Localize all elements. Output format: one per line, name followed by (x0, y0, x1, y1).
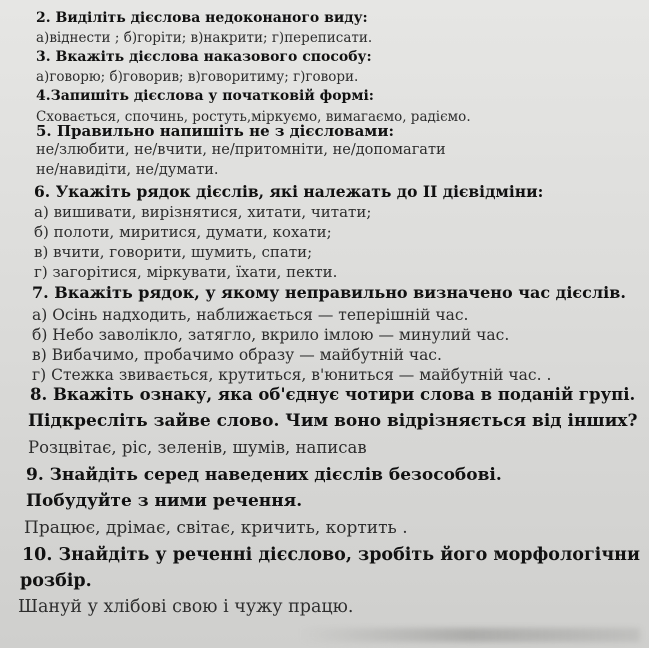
question-10-line-2: розбір. (20, 571, 92, 591)
sentence-10: Шануй у хлібові свою і чужу працю. (18, 597, 354, 617)
blurred-text-area (300, 628, 640, 642)
answers-3: а)говорю; б)говорив; в)говоритиму; г)говори. (36, 69, 359, 85)
question-4: 4.Запишіть дієслова у початковій формі: (36, 88, 374, 104)
answer-7-a: а) Осінь надходить, наближається — теперішній час. (32, 306, 469, 324)
answer-6-d: г) загорітися, міркувати, їхати, пекти. (34, 263, 338, 281)
question-3: 3. Вкажіть дієслова наказового способу: (36, 49, 372, 65)
answer-7-b: б) Небо заволікло, затягло, вкрило імлою — минулий час. (32, 326, 510, 344)
answers-8: Розцвітає, ріс, зеленів, шумів, написав (28, 438, 367, 457)
question-2: 2. Виділіть дієслова недоконаного виду: (36, 10, 368, 26)
answer-6-b: б) полоти, миритися, думати, кохати; (34, 223, 332, 241)
answers-4: Сховається, спочинь, ростуть,міркуємо, вимагаємо, радіємо. (36, 109, 471, 125)
question-8-line-1: 8. Вкажіть ознаку, яка об'єднує чотири слова в поданій групі. (30, 385, 636, 404)
answer-6-c: в) вчити, говорити, шумить, спати; (34, 243, 313, 261)
question-9-line-2: Побудуйте з ними речення. (26, 491, 303, 511)
question-9-line-1: 9. Знайдіть серед наведених дієслів безособові. (26, 465, 502, 485)
question-7: 7. Вкажіть рядок, у якому неправильно визначено час дієслів. (32, 283, 626, 302)
answer-6-a: а) вишивати, вирізнятися, хитати, читати; (34, 203, 372, 221)
answers-5-line-1: не/злюбити, не/вчити, не/притомніти, не/допомагати (36, 142, 446, 158)
question-10-line-1: 10. Знайдіть у реченні дієслово, зробіть його морфологічни (22, 545, 640, 565)
answers-9: Працює, дрімає, світає, кричить, кортить . (24, 518, 408, 538)
question-6: 6. Укажіть рядок дієслів, які належать до ІІ дієвідміни: (34, 182, 544, 201)
question-8-line-2: Підкресліть зайве слово. Чим воно відрізняється від інших? (28, 411, 638, 431)
question-5: 5. Правильно напишіть не з дієсловами: (36, 122, 395, 140)
answer-7-c: в) Вибачимо, пробачимо образу — майбутній час. (32, 346, 442, 364)
answer-7-d: г) Стежка звивається, крутиться, в'юниться — майбутній час. . (32, 366, 552, 384)
answers-2: а)віднести ; б)горіти; в)накрити; г)переписати. (36, 30, 373, 46)
answers-5-line-2: не/навидіти, не/думати. (36, 162, 219, 178)
